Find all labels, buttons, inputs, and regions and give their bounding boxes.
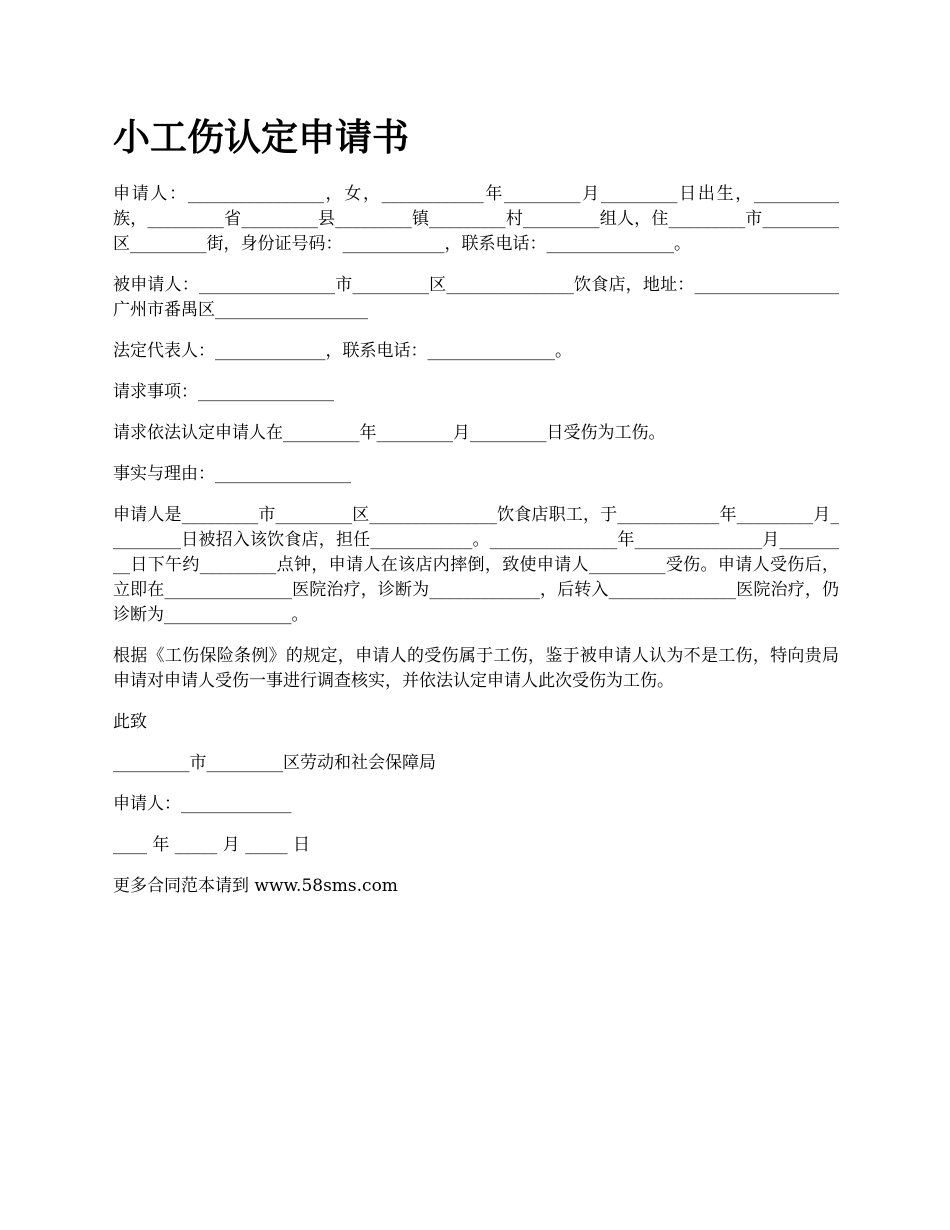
recipient-bureau: _________市_________区劳动和社会保障局 <box>113 753 436 773</box>
facts-reasons-heading: 事实与理由：________________ <box>113 464 351 484</box>
document-title: 小工伤认定申请书 <box>113 115 409 159</box>
salutation: 此致 <box>113 712 147 732</box>
legal-representative-paragraph: 法定代表人：_____________，联系电话：_______________。 <box>113 341 572 361</box>
footer-note: 更多合同范本请到 www.58sms.com <box>113 876 398 896</box>
legal-basis-paragraph: 根据《工伤保险条例》的规定，申请人的受伤属于工伤，鉴于被申请人认为不是工伤，特向贵局申请对申请人受伤一事进行调查核实，并依法认定申请人此次受伤为工伤。 <box>113 646 839 691</box>
date-line: ____ 年 _____ 月 _____ 日 <box>113 835 311 855</box>
request-items-paragraph: 请求事项：________________ <box>113 382 334 402</box>
facts-paragraph: 申请人是_________市_________区_______________饮食店职工，于____________年_________月_________日被招入该饮食店，担任____________。_______________年_______________月_________日下午约_________点钟，申请人在该店内摔倒，致使申请人_________受伤。申请人受伤后，立即在_______________医院治疗，诊断为_____________，后转入_______________医院治疗，仍诊断为_______________。 <box>113 505 839 625</box>
document-page <box>113 112 839 915</box>
respondent-info-paragraph: 被申请人：________________市_________区_______________饮食店，地址：_________________广州市番禺区__________________ <box>113 275 839 320</box>
request-statement-paragraph: 请求依法认定申请人在_________年_________月_________日受伤为工伤。 <box>113 423 666 443</box>
applicant-signature-line: 申请人：_____________ <box>113 794 292 814</box>
applicant-info-paragraph: 申请人：________________，女，____________年_________月_________日出生，__________族，_________省_________县_________镇_________村_________组人，住_________市_________区_________街，身份证号码：____________，联系电话：_______________。 <box>113 184 839 254</box>
